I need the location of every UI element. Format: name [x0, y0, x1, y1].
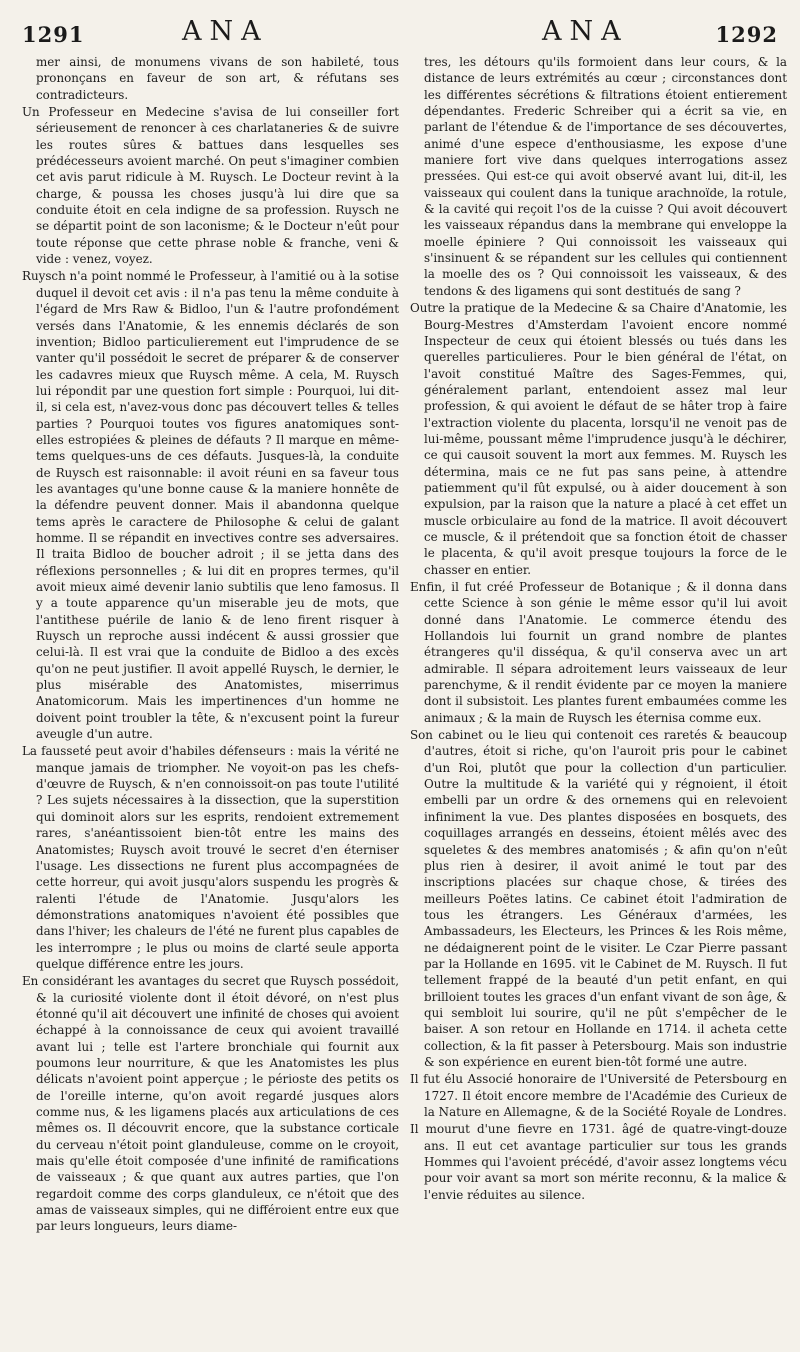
paragraph: Son cabinet ou le lieu qui contenoit ces raretés & beaucoup d'autres, étoit si riche, qu'on l'auroit pris pour le cabinet d'un Roi, plutôt que pour la collection d'un particulier. Outre la multitude & la variété qui y régnoient, il étoit embelli par un ordre & des ornemens qui en relevoient infiniment la vue. Des plantes disposées en bosquets, des coquillages arrangés en desseins, étoient mêlés avec des squeletes & des membres anatomisés ; & afin qu'on n'eût plus rien à desirer, il avoit animé le tout par des inscriptions placées sur chaque chose, & tirées des meilleurs Poëtes latins. Ce cabinet étoit l'admiration de tous les étrangers. Les Généraux d'armées, les Ambassadeurs, les Electeurs, les Princes & les Rois même, ne dédaignerent point de le visiter. Le Czar Pierre passant par la Hollande en 1695. vit le Cabinet de M. Ruysch. Il fut tellement frappé de la beauté d'un petit enfant, en qui brilloient toutes les graces d'un enfant vivant de son âge, & qui sembloit lui sourire, qu'il ne pût s'empêcher de le baiser. A son retour en Hollande en 1714. il acheta cette collection, & la fit passer à Petersbourg. Mais son industrie & son expérience en eurent bien-tôt formé une autre.: [410, 728, 787, 1069]
paragraph: mer ainsi, de monumens vivans de son habileté, tous prononçans en faveur de son art, & réfutans ses contradicteurs.: [36, 55, 399, 102]
right-running-title: ANA: [542, 16, 629, 47]
paragraph: La fausseté peut avoir d'habiles défenseurs : mais la vérité ne manque jamais de triompher. Ne voyoit-on pas les chefs-d'œuvre de Ruysch, & n'en connoissoit-on pas toute l'utilité ? Les sujets nécessaires à la dissection, que la superstition qui dominoit alors sur les esprits, rendoient extremement rares, s'anéantissoient bien-tôt entre les mains des Anatomistes; Ruysch avoit trouvé le secret d'en éterniser l'usage. Les dissections ne furent plus accompagnées de cette horreur, qui avoit jusqu'alors suspendu les progrès & ralenti l'étude de l'Anatomie. Jusqu'alors les démonstrations anatomiques n'avoient été possibles que dans l'hiver; les chaleurs de l'été ne furent plus capables de les interrompre ; le plus ou moins de clarté seule apporta quelque différence entre les jours.: [22, 744, 399, 971]
paragraph: Enfin, il fut créé Professeur de Botanique ; & il donna dans cette Science à son génie le même essor qu'il lui avoit donné dans l'Anatomie. Le commerce étendu des Hollandois lui fournit un grand nombre de plantes étrangeres qu'il disséqua, & qu'il conserva avec un art admirable. Il sépara adroitement leurs vaisseaux de leur parenchyme, & il rendit évidente par ce moyen la maniere dont il subsistoit. Les plantes furent embaumées comme les animaux ; & la main de Ruysch les éternisa comme eux.: [410, 580, 787, 725]
right-column: [410, 54, 787, 1203]
paragraph: Un Professeur en Medecine s'avisa de lui conseiller fort sérieusement de renoncer à ces charlataneries & de suivre les routes sûres & battues dans lesquelles ses prédécesseurs avoient marché. On peut s'imaginer combien cet avis parut ridicule à M. Ruysch. Le Docteur revint à la charge, & poussa les choses jusqu'à lui dire que sa conduite étoit en cela indigne de sa profession. Ruysch ne se départit point de son laconisme; & le Docteur n'eût pour toute réponse que cette phrase noble & franche, veni & vide : venez, voyez.: [22, 105, 399, 267]
paragraph: En considérant les avantages du secret que Ruysch possédoit, & la curiosité violente dont il étoit dévoré, on n'est plus étonné qu'il ait découvert une infinité de choses qui avoient échappé à la connoissance de ceux qui avoient travaillé avant lui ; telle est l'artere bronchiale qui fournit aux poumons leur nourriture, & que les Anatomistes les plus délicats n'avoient point apperçue ; le périoste des petits os de l'oreille interne, qu'on avoit regardé jusques alors comme nus, & les ligamens placés aux articulations de ces mêmes os. Il découvrit encore, que la substance corticale du cerveau n'étoit point glanduleuse, comme on le croyoit, mais qu'elle étoit composée d'une infinité de ramifications de vaisseaux ; & que quant aux autres parties, que l'on regardoit comme des corps glanduleux, ce n'étoit que des amas de vaisseaux simples, qui ne différoient entre eux que par leurs longueurs, leurs diame-: [22, 974, 399, 1234]
paragraph: Il fut élu Associé honoraire de l'Université de Petersbourg en 1727. Il étoit encore membre de l'Académie des Curieux de la Nature en Allemagne, & de la Société Royale de Londres.: [410, 1072, 787, 1119]
right-page-number: 1292: [715, 22, 778, 47]
left-column: [22, 54, 399, 1235]
left-page-number: 1291: [22, 22, 85, 47]
page-header: [22, 14, 778, 50]
left-running-title: ANA: [182, 16, 269, 47]
paragraph: Il mourut d'une fievre en 1731. âgé de quatre-vingt-douze ans. Il eut cet avantage particulier sur tous les grands Hommes qui l'avoient précédé, d'avoir assez longtems vécu pour voir avant sa mort son mérite reconnu, & la malice & l'envie réduites au silence.: [410, 1122, 787, 1202]
paragraph: tres, les détours qu'ils formoient dans leur cours, & la distance de leurs extrémités au cœur ; circonstances dont les différentes sécrétions & filtrations étoient entierement dépendantes. Frederic Schreiber qui a écrit sa vie, en parlant de l'étendue & de l'importance de ses découvertes, animé d'une espece d'enthousiasme, les expose d'une maniere fort vive dans quelques interrogations assez pressées. Qui est-ce qui avoit observé avant lui, dit-il, les vaisseaux qui coulent dans la tunique arachnoïde, la rotule, & la cavité qui reçoit l'os de la cuisse ? Qui avoit découvert les vaisseaux répandus dans la membrane qui enveloppe la moelle épiniere ? Qui connoissoit les vaisseaux qui s'insinuent & se répandent sur les cellules qui contiennent la moelle des os ? Qui connoissoit les vaisseaux, & des tendons & des ligamens qui sont destitués de sang ?: [424, 55, 787, 298]
paragraph: Outre la pratique de la Medecine & sa Chaire d'Anatomie, les Bourg-Mestres d'Amsterdam l'avoient encore nommé Inspecteur de ceux qui étoient blessés ou tués dans les querelles particulieres. Pour le bien général de l'état, on l'avoit constitué Maître des Sages-Femmes, qui, généralement parlant, entendoient assez mal leur profession, & qui avoient le défaut de se hâter trop à faire l'extraction violente du placenta, lorsqu'il ne venoit pas de lui-même, poussant même l'imprudence jusqu'à le déchirer, ce qui causoit souvent la mort aux femmes. M. Ruysch les détermina, mais ce ne fut pas sans peine, à attendre patiemment qu'il fût expulsé, ou à aider doucement à son expulsion, par la raison que la nature a placé à cet effet un muscle orbiculaire au fond de la matrice. Il avoit découvert ce muscle, & il prétendoit que sa fonction étoit de chasser le placenta, & qu'il avoit presque toujours la force de le chasser en entier.: [410, 301, 787, 577]
paragraph: Ruysch n'a point nommé le Professeur, à l'amitié ou à la sotise duquel il devoit cet avis : il n'a pas tenu la même conduite à l'égard de Mrs Raw & Bidloo, l'un & l'autre profondément versés dans l'Anatomie, & les ennemis déclarés de son invention; Bidloo particulierement eut l'imprudence de se vanter qu'il possédoit le secret de préparer & de conserver les cadavres mieux que Ruysch même. A cela, M. Ruysch lui répondit par une question fort simple : Pourquoi, lui dit-il, si cela est, n'avez-vous donc pas découvert telles & telles parties ? Pourquoi toutes vos figures anatomiques sont-elles estropiées & pleines de défauts ? Il marque en même-tems quelques-uns de ces défauts. Jusques-là, la conduite de Ruysch est raisonnable: il avoit réuni en sa faveur tous les avantages qu'une bonne cause & la maniere honnête de la défendre peuvent donner. Mais il abandonna quelque tems après le caractere de Philosophe & celui de galant homme. Il se répandit en invectives contre ses adversaires. Il traita Bidloo de boucher adroit ; il se jetta dans des réflexions personnelles ; & lui dit en propres termes, qu'il avoit mieux aimé devenir lanio subtilis que leno famosus. Il y a toute apparence qu'un miserable jeu de mots, que l'antithese puérile de lanio & de leno firent risquer à Ruysch un reproche aussi indécent & aussi grossier que celui-là. Il est vrai que la conduite de Bidloo a des excès qu'on ne peut justifier. Il avoit appellé Ruysch, le dernier, le plus misérable des Anatomistes, miserrimus Anatomicorum. Mais les impertinences d'un homme ne doivent point troubler la tête, & n'excusent point la fureur aveugle d'un autre.: [22, 269, 399, 742]
